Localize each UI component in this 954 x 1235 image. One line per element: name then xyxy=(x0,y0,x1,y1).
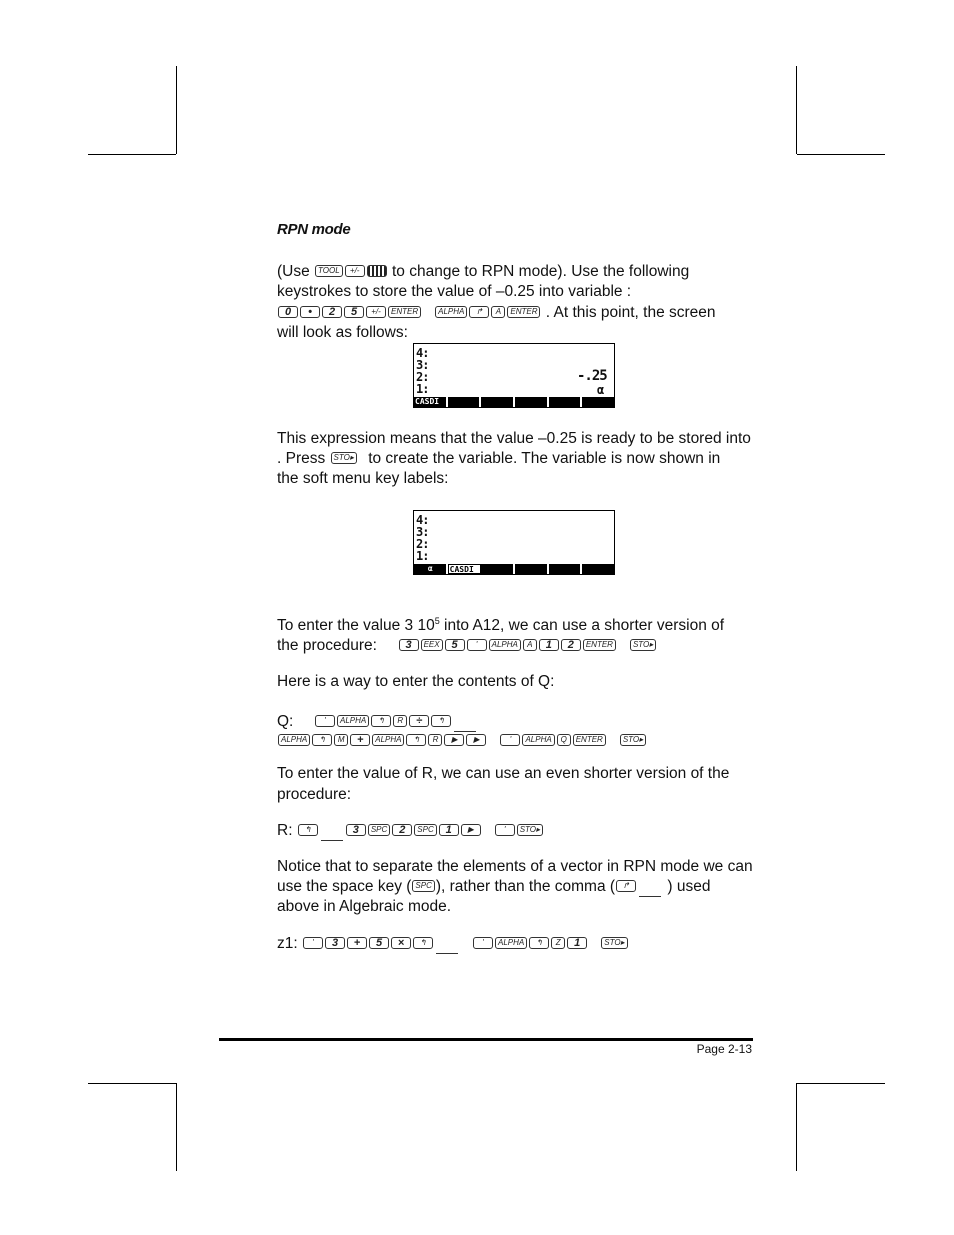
calculator-screen-2 xyxy=(413,510,615,575)
z1-label: z1: xyxy=(277,935,298,952)
crop-mark xyxy=(796,1083,797,1171)
text: (Use xyxy=(277,263,310,280)
para1-line1 xyxy=(277,262,689,282)
enter-key: ENTER xyxy=(388,306,421,318)
text: the procedure: xyxy=(277,637,377,654)
key-2: 2 xyxy=(561,639,581,651)
q-keystrokes-line1 xyxy=(277,712,478,732)
key-2: 2 xyxy=(392,824,412,836)
key-3: 3 xyxy=(346,824,366,836)
soft-menu-key: CASDI xyxy=(448,564,482,574)
plus-key: + xyxy=(347,937,367,949)
key-r: R xyxy=(393,715,407,727)
para3-line2 xyxy=(277,636,657,656)
soft-menu-key xyxy=(582,564,614,574)
para1-line3 xyxy=(277,303,716,323)
text: . Press xyxy=(277,450,326,467)
soft-menu-key xyxy=(515,397,549,407)
plusminus-key: +/- xyxy=(366,306,386,318)
key-a: A xyxy=(491,306,505,318)
stack-level-2: 2: xyxy=(416,537,429,551)
key-1: 1 xyxy=(539,639,559,651)
section-heading: RPN mode xyxy=(277,221,351,238)
text: . At this point, the screen xyxy=(545,304,716,321)
z1-keystrokes xyxy=(277,934,629,954)
para6-line2 xyxy=(277,877,710,897)
key-r: R xyxy=(428,734,442,746)
crop-mark xyxy=(796,66,797,154)
key-3: 3 xyxy=(399,639,419,651)
soft-menu-key xyxy=(549,397,583,407)
text: to create the variable. The variable is now shown in xyxy=(368,450,721,467)
right-arrow-key: ▶ xyxy=(466,734,486,746)
times-key: × xyxy=(391,937,411,949)
enter-key: ENTER xyxy=(573,734,606,746)
key-3: 3 xyxy=(325,937,345,949)
key-1: 1 xyxy=(567,937,587,949)
left-shift-key: ↰ xyxy=(529,937,549,949)
stack-level-4: 4: xyxy=(416,513,429,527)
tick-key: ' xyxy=(500,734,520,746)
spc-key: SPC xyxy=(414,824,436,836)
text: to change to RPN mode). Use the following xyxy=(392,263,690,280)
soft-menu-key: α xyxy=(414,564,448,574)
soft-menu-key xyxy=(582,397,614,407)
key-1: 1 xyxy=(439,824,459,836)
crop-mark xyxy=(176,1083,177,1171)
para6-line1: Notice that to separate the elements of a vector in RPN mode we can xyxy=(277,858,753,875)
stack-level-1: 1: xyxy=(416,549,429,563)
calculator-screen-1 xyxy=(413,343,615,408)
spc-key: SPC xyxy=(368,824,390,836)
stack-level-2: 2: xyxy=(416,370,429,384)
tool-key: TOOL xyxy=(315,265,343,277)
key-a: A xyxy=(523,639,537,651)
left-shift-key: ↰ xyxy=(406,734,426,746)
key-z: Z xyxy=(551,937,565,949)
right-shift-key: ↱ xyxy=(469,306,489,318)
tick-key: ' xyxy=(495,824,515,836)
crop-mark xyxy=(797,154,885,155)
key-dot: • xyxy=(300,306,320,318)
key-0: 0 xyxy=(278,306,298,318)
crop-mark xyxy=(797,1083,885,1084)
text: ), rather than the comma ( xyxy=(435,878,616,895)
tick-key: ' xyxy=(467,639,487,651)
para6-line3: above in Algebraic mode. xyxy=(277,898,452,915)
left-shift-key: ↰ xyxy=(413,937,433,949)
key-5: 5 xyxy=(369,937,389,949)
alpha-key: ALPHA xyxy=(522,734,554,746)
spc-key: SPC xyxy=(412,880,434,892)
q-keystrokes-line2 xyxy=(277,731,647,751)
footer-rule xyxy=(219,1038,753,1041)
key-m: M xyxy=(334,734,348,746)
soft-menu-key: CASDI xyxy=(414,397,448,407)
soft-menu-key xyxy=(481,564,515,574)
r-label: R: xyxy=(277,822,293,839)
superscript: 5 xyxy=(434,615,440,626)
left-shift-key: ↰ xyxy=(298,824,318,836)
left-shift-key: ↰ xyxy=(312,734,332,746)
sto-key: STO▸ xyxy=(517,824,543,836)
para5-line2: procedure: xyxy=(277,786,352,803)
right-shift-key: ↱ xyxy=(616,880,636,892)
enter-key: ENTER xyxy=(583,639,616,651)
text: To enter the value 3 10 xyxy=(277,617,435,634)
comma-key-label xyxy=(639,896,661,897)
text: use the space key ( xyxy=(277,878,412,895)
eex-key: EEX xyxy=(421,639,443,651)
soft-menu xyxy=(414,564,614,574)
alpha-key: ALPHA xyxy=(489,639,521,651)
tick-key: ' xyxy=(315,715,335,727)
alpha-key: ALPHA xyxy=(278,734,310,746)
right-arrow-key: ▶ xyxy=(444,734,464,746)
i-key-label xyxy=(436,953,458,954)
soft-menu-key xyxy=(481,397,515,407)
alpha-key: ALPHA xyxy=(372,734,404,746)
r-keystrokes xyxy=(277,821,544,841)
crop-mark xyxy=(88,154,176,155)
para4: Here is a way to enter the contents of Q: xyxy=(277,673,555,690)
enter-key: ENTER xyxy=(507,306,540,318)
q-label: Q: xyxy=(277,713,294,730)
left-shift-key: ↰ xyxy=(431,715,451,727)
key-5: 5 xyxy=(344,306,364,318)
alpha-key: ALPHA xyxy=(435,306,467,318)
tick-key: ' xyxy=(303,937,323,949)
soft-menu xyxy=(414,397,614,407)
para2-line3: the soft menu key labels: xyxy=(277,470,449,487)
crop-mark xyxy=(176,66,177,154)
sto-key: STO▸ xyxy=(601,937,627,949)
key-5: 5 xyxy=(445,639,465,651)
para1-line4: will look as follows: xyxy=(277,324,408,341)
para3-line1 xyxy=(277,616,724,636)
stack-level-3: 3: xyxy=(416,358,429,372)
right-arrow-key: ▶ xyxy=(461,824,481,836)
brackets-key-label xyxy=(321,840,343,841)
left-shift-key: ↰ xyxy=(371,715,391,727)
plusminus-key: +/- xyxy=(345,265,365,277)
stack-value-alpha: α xyxy=(597,383,604,397)
key-2: 2 xyxy=(322,306,342,318)
para5-line1: To enter the value of R, we can use an even shorter version of the xyxy=(277,765,730,782)
soft-menu-key xyxy=(515,564,549,574)
page-number: Page 2-13 xyxy=(696,1042,752,1056)
soft-menu-key xyxy=(448,397,482,407)
crop-mark xyxy=(88,1083,176,1084)
para1-line2: keystrokes to store the value of –0.25 into variable : xyxy=(277,283,632,300)
text: into A12, we can use a shorter version of xyxy=(439,617,725,634)
text: ) used xyxy=(663,878,711,895)
sto-key: STO▸ xyxy=(331,452,357,464)
alpha-key: ALPHA xyxy=(495,937,527,949)
stack-level-1: 1: xyxy=(416,382,429,396)
divide-key: ÷ xyxy=(409,715,429,727)
sto-key: STO▸ xyxy=(620,734,646,746)
para2-line1: This expression means that the value –0.25 is ready to be stored into xyxy=(277,430,751,447)
stack-level-4: 4: xyxy=(416,346,429,360)
plus-key: + xyxy=(350,734,370,746)
sto-key: STO▸ xyxy=(630,639,656,651)
stack-level-3: 3: xyxy=(416,525,429,539)
softkey-icon xyxy=(367,265,387,277)
para2-line2 xyxy=(277,449,720,469)
soft-menu-key xyxy=(549,564,583,574)
alpha-key: ALPHA xyxy=(337,715,369,727)
key-q: Q xyxy=(557,734,571,746)
stack-value: -.25 xyxy=(577,368,607,384)
tick-key: ' xyxy=(473,937,493,949)
